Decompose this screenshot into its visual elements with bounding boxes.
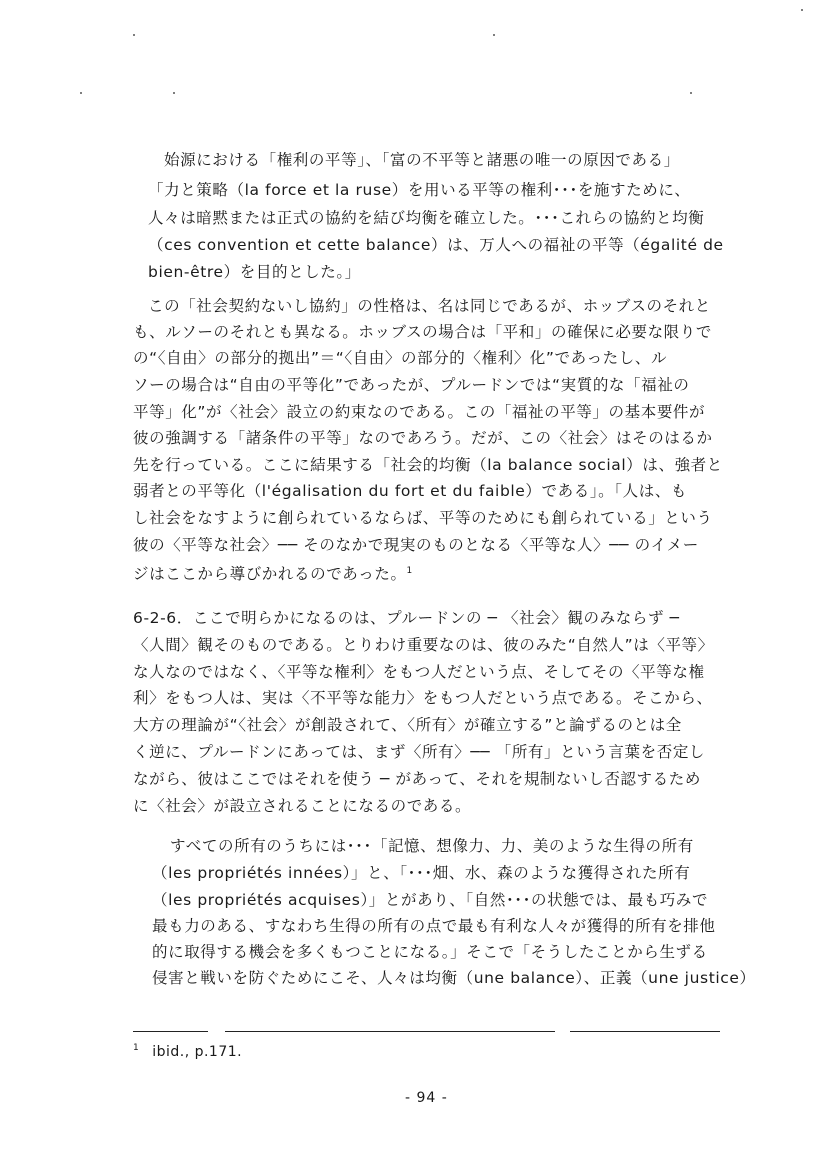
para1-line3: の“〈自由〉の部分的拠出”＝“〈自由〉の部分的〈権利〉化”であったし、ル: [133, 349, 668, 367]
para2-line7: ながら、彼はここではそれを使う ─ があって、それを規制ないし否認するため: [133, 770, 701, 788]
para1-line11-text: ジはここから導びかれるのであった。: [133, 565, 407, 584]
footnote-rule: [225, 1031, 555, 1032]
quote1-line2: 「力と策略（la force et la ruse）を用いる平等の権利･･･を施すために、: [148, 181, 691, 199]
scan-speck: [80, 92, 82, 94]
scan-speck: [493, 34, 495, 36]
para1-line5: 平等」化”が〈社会〉設立の約束なのである。この「福祉の平等」の基本要件が: [133, 403, 706, 421]
para2-line2: 〈人間〉観そのものである。とりわけ重要なのは、彼のみた“自然人”は〈平等〉: [133, 636, 714, 654]
quote1-line5: bien-être）を目的とした。」: [148, 263, 361, 281]
footnote-ref: 1: [406, 566, 413, 576]
para2-line6: く逆に、プルードンにあっては、まず〈所有〉── 「所有」という言葉を否定し: [133, 743, 706, 761]
footnote-rule: [570, 1031, 720, 1032]
quote2-line5: 的に取得する機会を多くもつことになる。」そこで「そうしたことから生ずる: [152, 943, 708, 961]
quote1-line4: （ces convention et cette balance）は、万人への福祉の平等（égalité de: [148, 236, 724, 254]
para2-line1: 6-2-6．ここで明らかになるのは、プルードンの ─ 〈社会〉観のみならず ─: [133, 609, 680, 627]
quote2-line6: 侵害と戦いを防ぐためにこそ、人々は均衡（une balance）、正義（une justice）: [152, 969, 756, 987]
para1-line11: [133, 561, 413, 584]
scan-speck: [801, 9, 803, 11]
para1-line10: 彼の〈平等な社会〉── そのなかで現実のものとなる〈平等な人〉── のイメー: [133, 536, 699, 554]
scan-speck: [133, 34, 135, 36]
para1-line9: し社会をなすように創られているならば、平等のためにも創られている」という: [133, 509, 713, 527]
para1-line6: 彼の強調する「諸条件の平等」なのであろう。だが、この〈社会〉はそのはるか: [133, 429, 713, 447]
para2-line3: な人なのではなく、〈平等な権利〉をもつ人だという点、そしてその〈平等な権: [133, 663, 705, 681]
quote2-line4: 最も力のある、すなわち生得の所有の点で最も有利な人々が獲得的所有を排他: [152, 917, 716, 935]
scan-speck: [690, 92, 692, 94]
para2-line8: に〈社会〉が設立されることになるのである。: [133, 797, 472, 815]
footnote-rule: [133, 1031, 208, 1032]
scan-speck: [173, 92, 175, 94]
para2-line5: 大方の理論が“〈社会〉が創設されて、〈所有〉が確立する”と論ずるのとは全: [133, 716, 682, 734]
footnote: [133, 1043, 242, 1060]
footnote-mark: 1: [133, 1043, 140, 1053]
quote2-line2: （les propriétés innées）」と、「･･･畑、水、森のような獲得された所有: [152, 864, 691, 882]
para2-line4: 利〉をもつ人は、実は〈不平等な能力〉をもつ人だという点である。そこから、: [133, 689, 713, 707]
quote2-line1: すべての所有のうちには･･･「記憶、想像力、力、美のような生得の所有: [170, 837, 694, 855]
page-number: - 94 -: [405, 1090, 448, 1106]
quote1-line1: 始源における「権利の平等」、「富の不平等と諸悪の唯一の原因である」: [164, 151, 680, 169]
para1-line8: 弱者との平等化（l'égalisation du fort et du faible）である」。「人は、も: [133, 482, 688, 500]
para1-line7: 先を行っている。ここに結果する「社会的均衡（la balance social）は、強者と: [133, 456, 723, 474]
quote1-line3: 人々は暗黙または正式の協約を結び均衡を確立した。･･･これらの協約と均衡: [148, 209, 705, 227]
footnote-text: ibid., p.171.: [152, 1043, 243, 1060]
quote2-line3: （les propriétés acquises）」とがあり、「自然･･･の状態では、最も巧みで: [152, 891, 709, 909]
para1-line4: ソーの場合は“自由の平等化”であったが、プルードンでは“実質的な「福祉の: [133, 376, 690, 394]
para1-line1: この「社会契約ないし協約」の性格は、名は同じであるが、ホッブスのそれと: [148, 297, 711, 315]
para1-line2: も、ルソーのそれとも異なる。ホッブスの場合は「平和」の確保に必要な限りで: [133, 323, 712, 341]
